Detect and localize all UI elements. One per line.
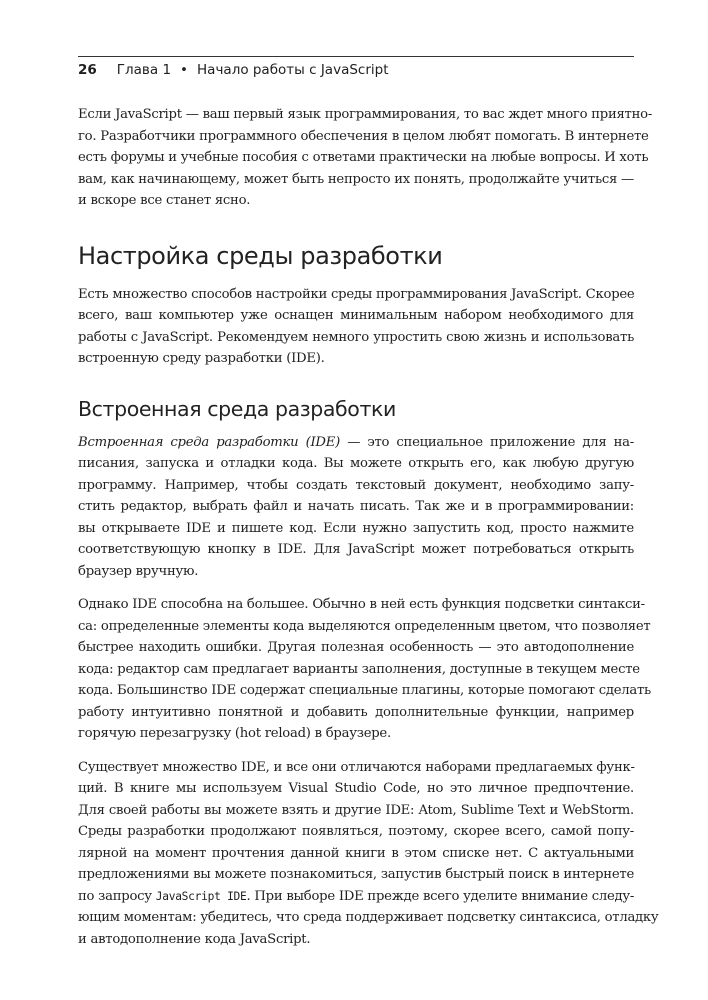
header-separator: • — [180, 62, 189, 78]
text-line: лярной на момент прочтения данной книги в этом списке нет. С актуальными — [78, 845, 634, 861]
book-page — [78, 0, 659, 1000]
text-line: встроенную среду разработки (IDE). — [78, 351, 325, 366]
text-line: Однако IDE способна на большее. Обычно в ней есть функция подсветки синтакси- — [78, 597, 645, 612]
search-query-code: JavaScript IDE — [155, 889, 247, 903]
text-fragment: . При выборе IDE прежде всего уделите внимание следу- — [246, 888, 635, 904]
text-line: программу. Например, чтобы создать текстовый документ, необходимо запу- — [78, 477, 634, 493]
text-line: всего, ваш компьютер уже оснащен минимальным набором необходимого для — [78, 308, 634, 323]
text-line: ющим моментам: убедитесь, что среда поддерживает подсветку синтаксиса, отладку — [78, 910, 659, 925]
text-line: са: определенные элементы кода выделяются определенным цветом, что позволяет — [78, 618, 651, 634]
page-number: 26 — [78, 62, 97, 78]
text-line: кода. Большинство IDE содержат специальные плагины, которые помогают сделать — [78, 683, 651, 698]
text-line — [78, 432, 634, 454]
text-line: и автодополнение кода JavaScript. — [78, 931, 311, 947]
text-line: кода: редактор сам предлагает варианты заполнения, доступные в текущем месте — [78, 661, 640, 677]
text-line: Среды разработки продолжают появляться, поэтому, скорее всего, самой попу- — [78, 824, 634, 839]
text-line: писания, запуска и отладки кода. Вы можете открыть его, как любую другую — [78, 456, 634, 471]
text-line: Есть множество способов настройки среды программирования JavaScript. Скорее — [78, 286, 635, 302]
text-line: и вскоре все станет ясно. — [78, 193, 251, 208]
intro-paragraph — [78, 104, 653, 212]
text-line: Существует множество IDE, и все они отличаются наборами предлагаемых функ- — [78, 759, 635, 775]
section-heading: Настройка среды разработки — [78, 241, 443, 270]
text-line: браузер вручную. — [78, 563, 199, 579]
ide-term: Встроенная среда разработки (IDE) — [78, 434, 341, 450]
text-line: Для своей работы вы можете взять и другие IDE: Atom, Sublime Text и WebStorm. — [78, 802, 634, 818]
ide-choice-paragraph — [78, 757, 659, 951]
text-line: ций. В книге мы используем Visual Studio Code, но это личное предпочтение. — [78, 781, 634, 796]
text-line: горячую перезагрузку (hot reload) в браузере. — [78, 726, 391, 741]
section-paragraph — [78, 284, 634, 370]
subsection-heading: Встроенная среда разработки — [78, 396, 396, 421]
text-line: го. Разработчики программного обеспечения в целом любят помогать. В интернете — [78, 128, 649, 144]
text-line: вы открываете IDE и пишете код. Если нужно запустить код, просто нажмите — [78, 520, 634, 536]
text-line — [78, 886, 634, 908]
text-line: быстрее находить ошибки. Другая полезная особенность — это автодополнение — [78, 640, 634, 655]
text-line: стить редактор, выбрать файл и начать писать. Так же и в программировании: — [78, 499, 634, 514]
page-content — [78, 104, 659, 950]
running-header — [78, 56, 634, 85]
text-line: предложениями вы можете познакомиться, запустив быстрый поиск в интернете — [78, 867, 634, 882]
ide-definition-paragraph — [78, 432, 634, 583]
text-line: Если JavaScript — ваш первый язык программирования, то вас ждет много приятно- — [78, 107, 653, 122]
ide-features-paragraph — [78, 594, 651, 745]
text-line: работу интуитивно понятной и добавить дополнительные функции, например — [78, 704, 634, 720]
text-line: есть форумы и учебные пособия с ответами практически на любые вопросы. И хоть — [78, 150, 649, 165]
text-line: соответствующую кнопку в IDE. Для JavaScript может потребоваться открыть — [78, 542, 634, 557]
text-fragment: по запросу — [78, 888, 156, 904]
chapter-title: Начало работы с JavaScript — [197, 62, 389, 78]
chapter-label: Глава 1 — [116, 62, 172, 78]
text-fragment: — это специальное приложение для на- — [340, 434, 634, 450]
text-line: работы с JavaScript. Рекомендуем немного упростить свою жизнь и использовать — [78, 329, 634, 345]
text-line: вам, как начинающему, может быть непросто их понять, продолжайте учиться — — [78, 171, 634, 187]
